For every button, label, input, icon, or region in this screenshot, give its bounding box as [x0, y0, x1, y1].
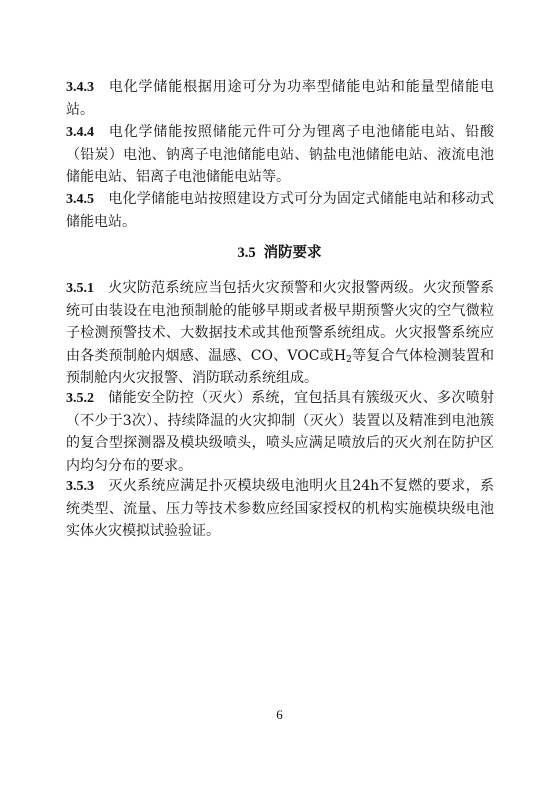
clause-3-4-4: [66, 121, 494, 189]
clause-number: 3.4.5: [66, 192, 94, 207]
clause-number: 3.5.1: [66, 281, 94, 296]
clause-number: 3.5.2: [66, 391, 94, 406]
clause-text: 电化学储能根据用途可分为功率型储能电站和能量型储能电站。: [66, 79, 494, 119]
clause-number: 3.5.3: [66, 479, 94, 494]
section-heading: [0, 241, 559, 262]
clause-text: 电化学储能电站按照建设方式可分为固定式储能电站和移动式储能电站。: [66, 191, 494, 231]
clause-text-continued: 等复合气体检测装置和预制舱内火灾报警、消防联动系统组成。: [66, 347, 495, 386]
section-title-text: 消防要求: [263, 244, 322, 261]
clause-3-5-2: [66, 387, 494, 477]
clause-number: 3.4.4: [66, 125, 94, 140]
clause-text: 灭火系统应满足扑灭模块级电池明火且24h不复燃的要求，系统类型、流量、压力等技术参数应经国家授权的机构实施模块级电池实体火灾模拟试验验证。: [66, 478, 494, 540]
section-number: 3.5: [237, 245, 256, 261]
subscript: 2: [346, 354, 352, 365]
clause-3-5-1: [66, 277, 494, 389]
clause-text: 储能安全防控（灭火）系统，宜包括具有簇级灭火、多次喷射（不少于3次）、持续降温的火灾抑制（灭火）装置以及精准到电池簇的复合型探测器及模块级喷头，喷头应满足喷放后的灭火剂在防护区内均匀分布的要求。: [66, 390, 494, 474]
clause-text: 电化学储能按照储能元件可分为锂离子电池储能电站、铅酸（铅炭）电池、钠离子电池储能电站、钠盐电池储能电站、液流电池储能电站、铝离子电池储能电站等。: [66, 124, 494, 186]
clause-3-4-3: [66, 76, 494, 121]
clause-number: 3.4.3: [66, 80, 94, 95]
clause-text: 火灾防范系统应当包括火灾预警和火灾报警两级。火灾预警系统可由装设在电池预制舱的能够早期或者极早期预警火灾的空气微粒子检测预警技术、大数据技术或其他预警系统组成。火灾报警系统应由各类预制舱内烟感、温感、CO、VOC或H: [66, 280, 494, 364]
page-number: 6: [276, 707, 283, 722]
clause-3-5-3: [66, 475, 494, 543]
clause-3-4-5: [66, 188, 494, 233]
